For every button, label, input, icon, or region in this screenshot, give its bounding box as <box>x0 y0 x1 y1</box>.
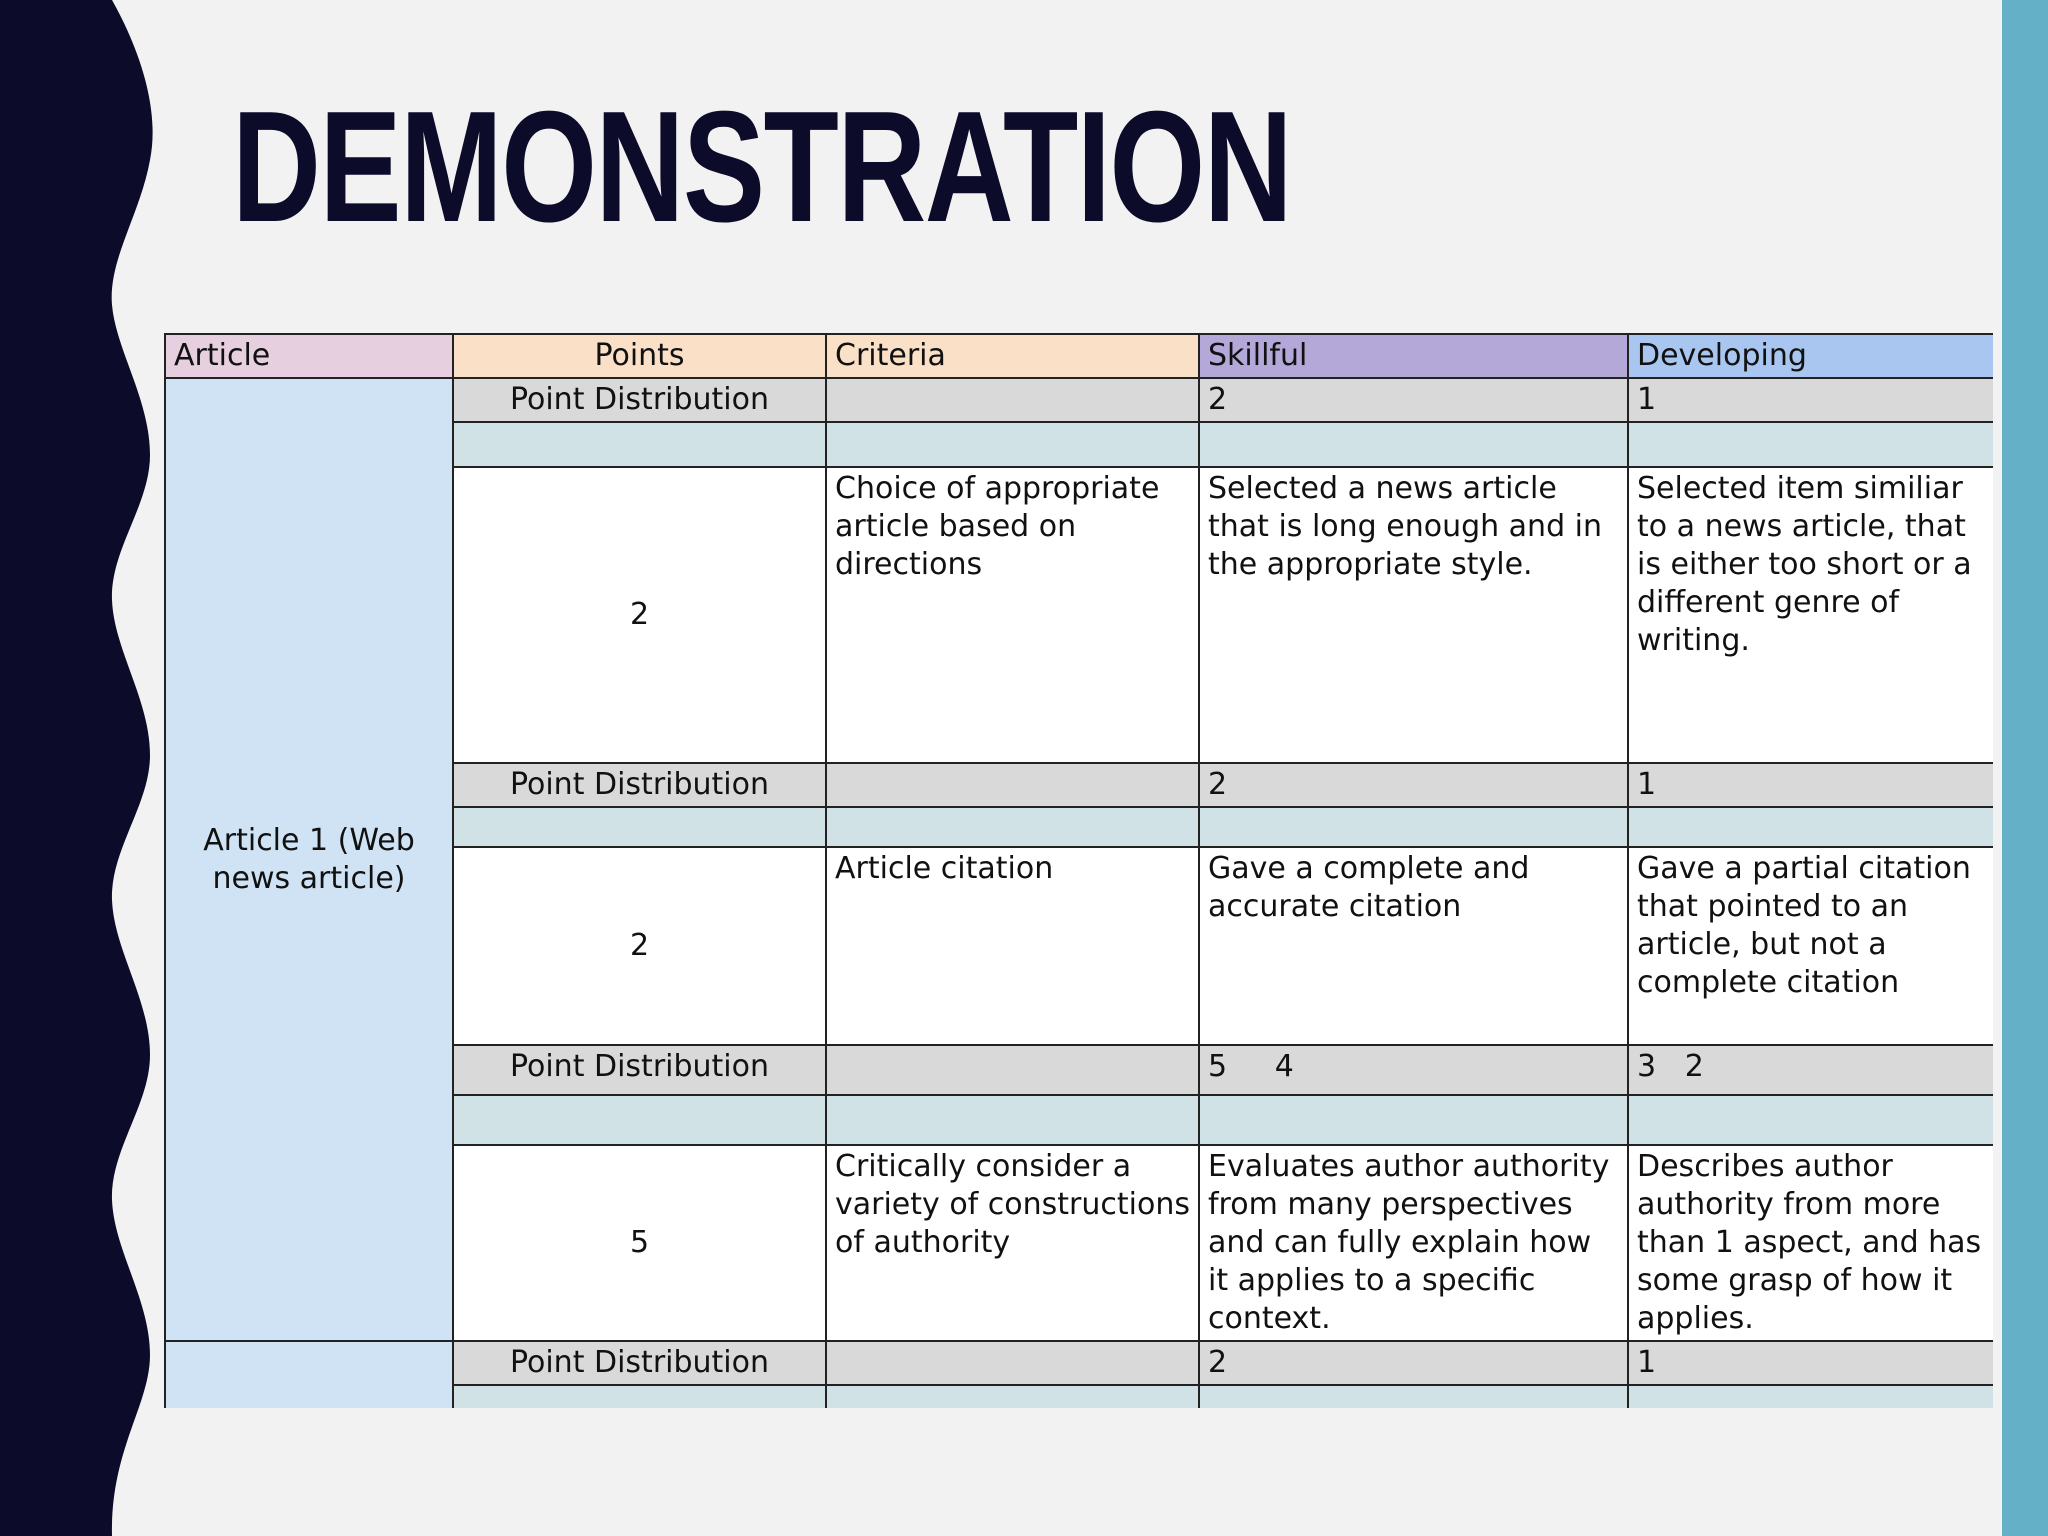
skillful-points: 2 <box>1199 378 1628 422</box>
skillful-text: Selected a news article that is long enough and in the appropriate style. <box>1199 467 1628 763</box>
distribution-row <box>165 378 1993 422</box>
skillful-points: 5 4 <box>1199 1045 1628 1095</box>
skillful-points: 2 <box>1199 1341 1628 1385</box>
header-criteria: Criteria <box>826 334 1199 378</box>
header-skillful: Skillful <box>1199 334 1628 378</box>
developing-text: Selected item similiar to a news article, that is either too short or a different genre of writing. <box>1628 467 1993 763</box>
header-developing: Developing <box>1628 334 1993 378</box>
criteria-text: Choice of appropriate article based on directions <box>826 467 1199 763</box>
rubric-table <box>164 333 1993 1408</box>
distribution-label: Point Distribution <box>453 1045 826 1095</box>
developing-points: 1 <box>1628 1341 1993 1385</box>
header-points: Points <box>453 334 826 378</box>
accent-bar <box>2002 0 2048 1536</box>
header-article: Article <box>165 334 453 378</box>
criteria-text: Article citation <box>826 847 1199 1045</box>
distribution-label: Point Distribution <box>453 1341 826 1385</box>
developing-points: 1 <box>1628 763 1993 807</box>
distribution-row <box>165 1341 1993 1385</box>
article-label: Article 1 (Web news article) <box>165 378 453 1341</box>
developing-points: 3 2 <box>1628 1045 1993 1095</box>
distribution-criteria-cell <box>826 1045 1199 1095</box>
points-value: 2 <box>453 847 826 1045</box>
distribution-criteria-cell <box>826 378 1199 422</box>
skillful-text: Evaluates author authority from many perspectives and can fully explain how it applies to a specific context. <box>1199 1145 1628 1341</box>
next-article-cell <box>165 1341 453 1408</box>
rubric-table-container <box>164 333 1993 1408</box>
developing-text: Describes author authority from more than 1 aspect, and has some grasp of how it applies. <box>1628 1145 1993 1341</box>
skillful-points: 2 <box>1199 763 1628 807</box>
developing-text: Gave a partial citation that pointed to an article, but not a complete citation <box>1628 847 1993 1045</box>
header-row <box>165 334 1993 378</box>
points-value: 5 <box>453 1145 826 1341</box>
wave-border <box>0 0 170 1536</box>
distribution-label: Point Distribution <box>453 378 826 422</box>
developing-points: 1 <box>1628 378 1993 422</box>
slide-title: DEMONSTRATION <box>232 79 1292 255</box>
criteria-text: Critically consider a variety of constructions of authority <box>826 1145 1199 1341</box>
distribution-criteria-cell <box>826 1341 1199 1385</box>
points-value: 2 <box>453 467 826 763</box>
distribution-criteria-cell <box>826 763 1199 807</box>
distribution-label: Point Distribution <box>453 763 826 807</box>
skillful-text: Gave a complete and accurate citation <box>1199 847 1628 1045</box>
